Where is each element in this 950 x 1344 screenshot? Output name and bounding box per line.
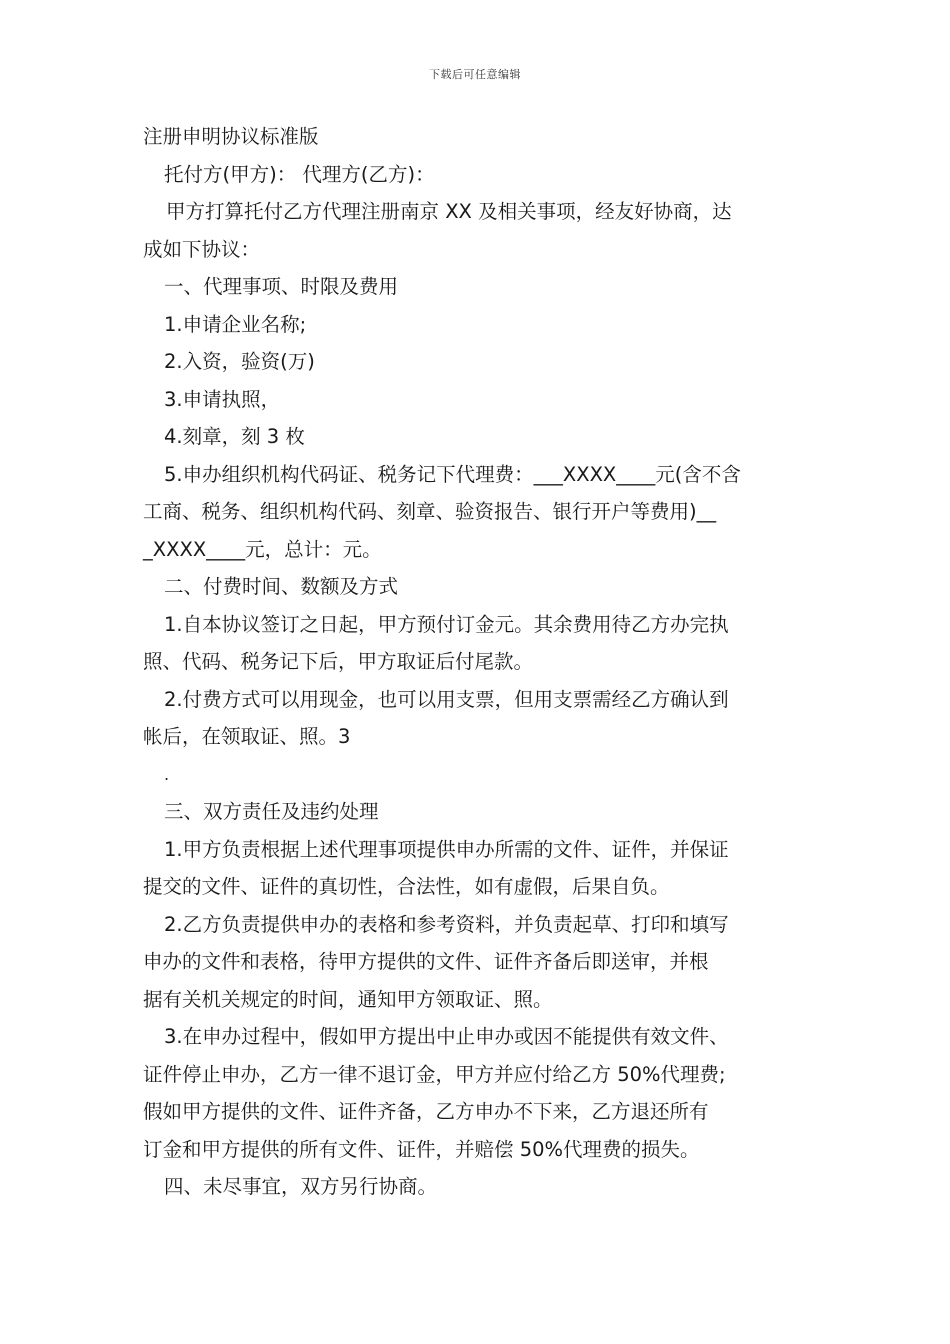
- paragraph-line: 订金和甲方提供的所有文件、证件，并赔偿 50%代理费的损失。: [143, 1137, 700, 1161]
- list-item: 2.付费方式可以用现金，也可以用支票，但用支票需经乙方确认到: [164, 687, 729, 711]
- paragraph-line: _XXXX____元，总计：元。: [143, 537, 382, 561]
- section-heading: 四、未尽事宜，双方另行协商。: [164, 1175, 438, 1198]
- paragraph-line: 提交的文件、证件的真切性，合法性，如有虚假，后果自负。: [143, 875, 670, 898]
- paragraph-line: 照、代码、税务记下后，甲方取证后付尾款。: [143, 650, 534, 673]
- section-heading: 三、双方责任及违约处理: [164, 800, 379, 823]
- list-item: 1.申请企业名称;: [164, 312, 307, 336]
- list-item: 1.甲方负责根据上述代理事项提供申办所需的文件、证件，并保证: [164, 837, 729, 861]
- document-title: 注册申明协议标准版: [143, 125, 319, 148]
- list-item: 5.申办组织机构代码证、税务记下代理费：___XXXX____元(含不含: [164, 462, 741, 486]
- paragraph-line: 证件停止申办，乙方一律不退订金，甲方并应付给乙方 50%代理费;: [143, 1062, 726, 1086]
- list-item: 4.刻章，刻 3 枚: [164, 425, 305, 448]
- parties-line: 托付方(甲方)： 代理方(乙方)：: [164, 162, 435, 186]
- section-heading: 一、代理事项、时限及费用: [164, 275, 399, 298]
- list-item: 3.在申办过程中，假如甲方提出中止申办或因不能提供有效文件、: [164, 1025, 729, 1048]
- paragraph-line: 甲方打算托付乙方代理注册南京 XX 及相关事项，经友好协商，达: [166, 200, 732, 223]
- paragraph-line: 假如甲方提供的文件、证件齐备，乙方申办不下来，乙方退还所有: [143, 1100, 709, 1123]
- header-note: 下载后可任意编辑: [429, 68, 521, 81]
- document-body: [143, 118, 808, 1206]
- list-item: 1.自本协议签订之日起，甲方预付订金元。其余费用待乙方办完执: [164, 612, 729, 636]
- list-item: 2.入资，验资(万): [164, 350, 315, 373]
- paragraph-line: 成如下协议：: [143, 237, 261, 261]
- list-item: 3.申请执照，: [164, 387, 281, 411]
- paragraph-line: 据有关机关规定的时间，通知甲方领取证、照。: [143, 987, 553, 1011]
- section-heading: 二、付费时间、数额及方式: [164, 575, 399, 598]
- paragraph-line: 工商、税务、组织机构代码、刻章、验资报告、银行开户等费用)__: [143, 500, 717, 523]
- paragraph-line: 帐后，在领取证、照。3: [143, 725, 351, 748]
- list-item: 2.乙方负责提供申办的表格和参考资料，并负责起草、打印和填写: [164, 912, 729, 936]
- stray-dot: .: [164, 764, 170, 784]
- paragraph-line: 申办的文件和表格，待甲方提供的文件、证件齐备后即送审，并根: [143, 950, 709, 973]
